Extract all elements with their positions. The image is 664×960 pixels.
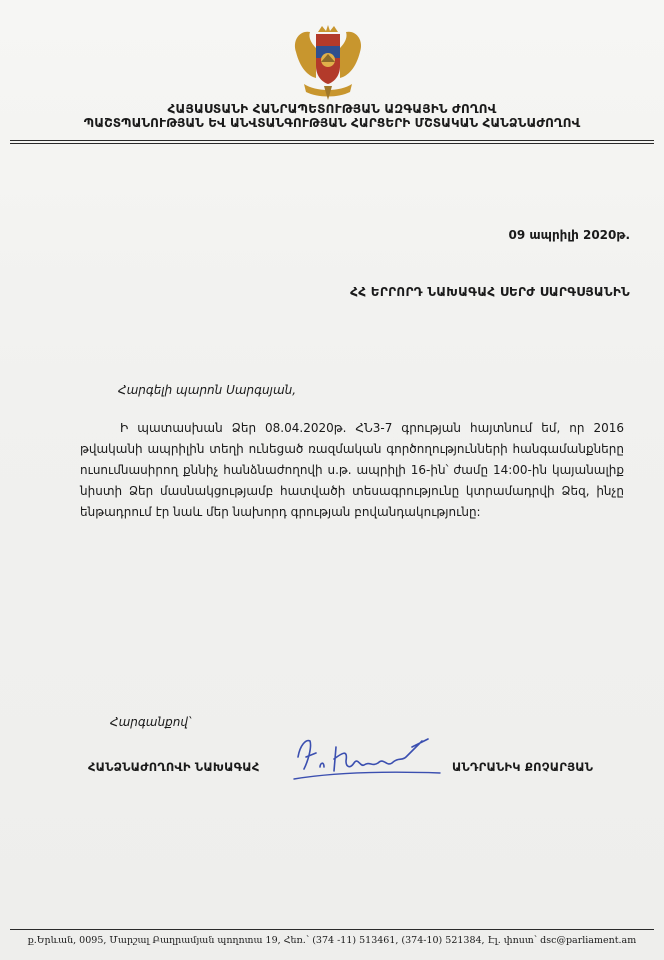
body-paragraph: Ի պատասխան Ձեր 08.04.2020թ. ՀՆ3-7 գրության հայտնում եմ, որ 2016 թվականի ապրիլին տեղի ունեցած ռազմական գործողությունների հանգամանքները ուսումնասիրող քննիչ հանձնաժողովի ս.թ. ապրիլի 16-ին՝ ժամը 14:00-ին կայանալիք նիստի Ձեր մասնակցությամբ հատվածի տեսագրությունը կտրամադրվի Ձեզ, ինչը ենթադրում էր նաև մեր նախորդ գրության բովանդակությունը: <box>80 421 624 519</box>
signature-icon <box>290 727 450 787</box>
salutation: Հարգելի պարոն Սարգսյան, <box>118 383 297 397</box>
footer-contact: ք.Երևան, 0095, Մարշալ Բաղրամյան պողոտա 19, Հեռ.՝ (374 -11) 513461, (374-10) 521384, Էլ. փոստ՝ dsc@parliament.am <box>27 935 637 946</box>
signatory-name: ԱՆԴՐԱՆԻԿ ՔՈՉԱՐՅԱՆ <box>452 760 594 774</box>
header-divider-secondary <box>10 143 654 144</box>
organization-title: ՀԱՅԱՍՏԱՆԻ ՀԱՆՐԱՊԵՏՈՒԹՅԱՆ ԱԶԳԱՅԻՆ ԺՈՂՈՎ <box>167 102 497 116</box>
coat-of-arms-icon <box>290 22 366 102</box>
letter-date: 09 ապրիլի 2020թ. <box>508 228 630 242</box>
signatory-position: ՀԱՆՁՆԱԺՈՂՈՎԻ ՆԱԽԱԳԱՀ <box>88 760 260 774</box>
footer-divider <box>10 929 654 930</box>
closing: Հարգանքով՝ <box>110 715 191 729</box>
addressee: ՀՀ ԵՐՐՈՐԴ ՆԱԽԱԳԱՀ ՍԵՐԺ ՍԱՐԳՍՅԱՆԻՆ <box>350 285 630 299</box>
committee-title: ՊԱՇՏՊԱՆՈՒԹՅԱՆ ԵՎ ԱՆՎՏԱՆԳՈՒԹՅԱՆ ՀԱՐՑԵՐԻ ՄՇՏԱԿԱՆ ՀԱՆՁՆԱԺՈՂՈՎ <box>83 116 581 130</box>
header-divider <box>10 140 654 141</box>
letter-body <box>80 418 624 523</box>
